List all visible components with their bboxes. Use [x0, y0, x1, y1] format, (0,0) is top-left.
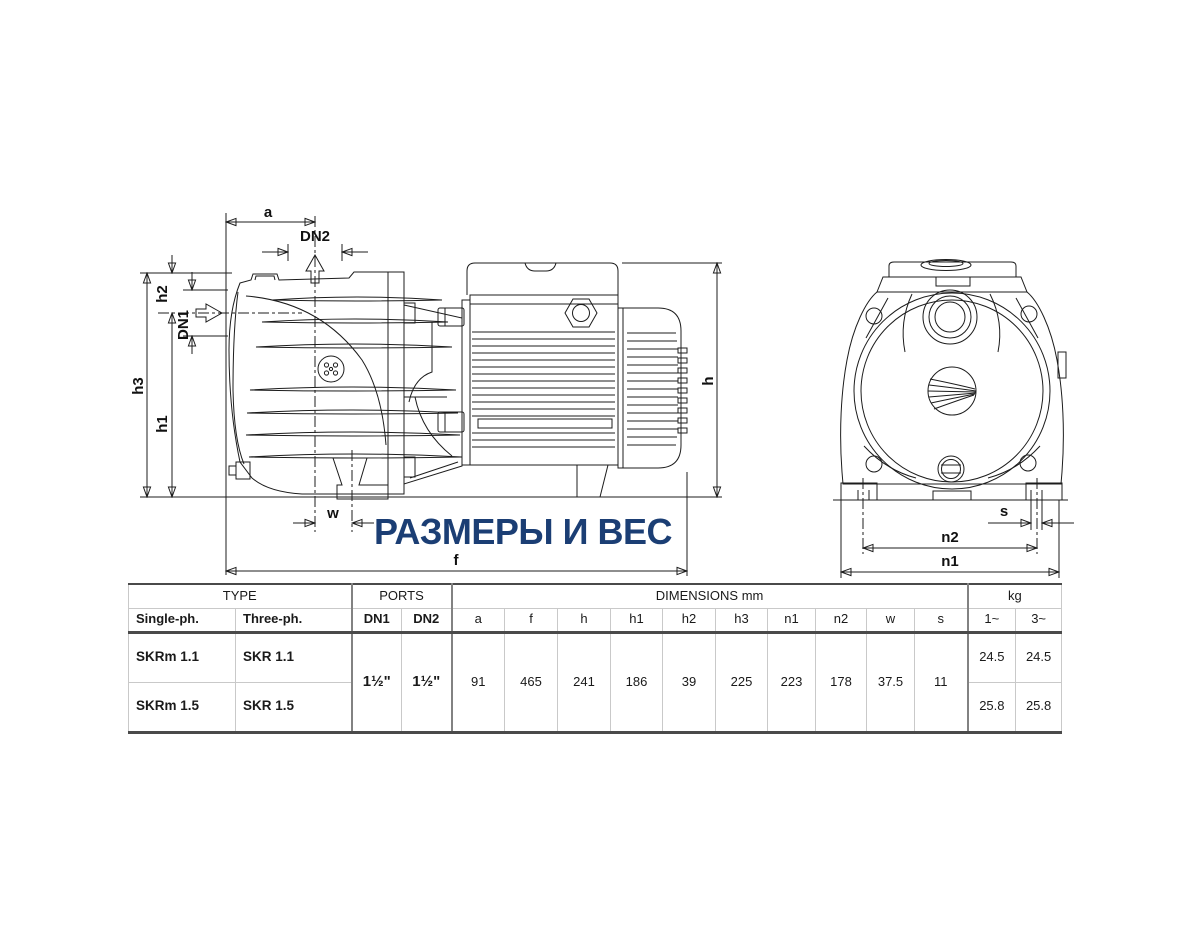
- col-kg-3ph: 3~: [1016, 608, 1062, 632]
- cell-model-single-2: SKRm 1.5: [129, 682, 236, 732]
- col-h3: h3: [716, 608, 768, 632]
- col-h2: h2: [663, 608, 716, 632]
- cell-dim-w: 37.5: [867, 632, 915, 732]
- cell-dim-f: 465: [505, 632, 558, 732]
- col-n2: n2: [816, 608, 867, 632]
- col-h: h: [558, 608, 611, 632]
- dimensions-table: [128, 583, 1062, 734]
- table-header-row: [129, 608, 1062, 632]
- dim-label-dn2: DN2: [299, 228, 331, 245]
- cell-dim-s: 11: [915, 632, 968, 732]
- cell-kg1-row1: 24.5: [968, 632, 1016, 682]
- cell-dim-h1: 186: [611, 632, 663, 732]
- dim-label-s: s: [999, 503, 1009, 520]
- table-group-row: [129, 584, 1062, 608]
- cell-dim-h3: 225: [716, 632, 768, 732]
- group-type: TYPE: [129, 584, 352, 608]
- cell-dim-h2: 39: [663, 632, 716, 732]
- cell-model-three-1: SKR 1.1: [236, 632, 352, 682]
- table-row-1: [129, 632, 1062, 682]
- col-dn1: DN1: [352, 608, 402, 632]
- cell-dim-n1: 223: [768, 632, 816, 732]
- cell-dim-a: 91: [452, 632, 505, 732]
- dim-label-h3: h3: [130, 377, 147, 395]
- cell-port-dn1: 1½": [352, 632, 402, 732]
- group-ports: PORTS: [352, 584, 452, 608]
- cell-model-single-1: SKRm 1.1: [129, 632, 236, 682]
- col-s: s: [915, 608, 968, 632]
- cell-kg3-row1: 24.5: [1016, 632, 1062, 682]
- dim-label-dn1: DN1: [175, 309, 192, 341]
- dim-label-h1: h1: [154, 415, 171, 433]
- page-title: РАЗМЕРЫ И ВЕС: [374, 511, 673, 552]
- col-a: a: [452, 608, 505, 632]
- dim-label-n1: n1: [941, 553, 959, 570]
- dim-label-f: f: [453, 552, 459, 569]
- col-h1: h1: [611, 608, 663, 632]
- col-w: w: [867, 608, 915, 632]
- group-dimensions: DIMENSIONS mm: [452, 584, 968, 608]
- cell-dim-h: 241: [558, 632, 611, 732]
- dim-label-a: a: [263, 204, 273, 221]
- col-kg-1ph: 1~: [968, 608, 1016, 632]
- col-dn2: DN2: [402, 608, 452, 632]
- col-f: f: [505, 608, 558, 632]
- cell-dim-n2: 178: [816, 632, 867, 732]
- cell-kg3-row2: 25.8: [1016, 682, 1062, 732]
- col-single-ph: Single-ph.: [129, 608, 236, 632]
- cell-port-dn2: 1½": [402, 632, 452, 732]
- col-three-ph: Three-ph.: [236, 608, 352, 632]
- col-n1: n1: [768, 608, 816, 632]
- cell-kg1-row2: 25.8: [968, 682, 1016, 732]
- dim-label-w: w: [327, 505, 339, 522]
- pump-front-view: [833, 260, 1068, 501]
- dim-label-n2: n2: [941, 529, 959, 546]
- cell-model-three-2: SKR 1.5: [236, 682, 352, 732]
- dim-label-h: h: [700, 376, 717, 386]
- pump-side-view: [140, 263, 700, 499]
- group-kg: kg: [968, 584, 1062, 608]
- dim-label-h2: h2: [154, 285, 171, 303]
